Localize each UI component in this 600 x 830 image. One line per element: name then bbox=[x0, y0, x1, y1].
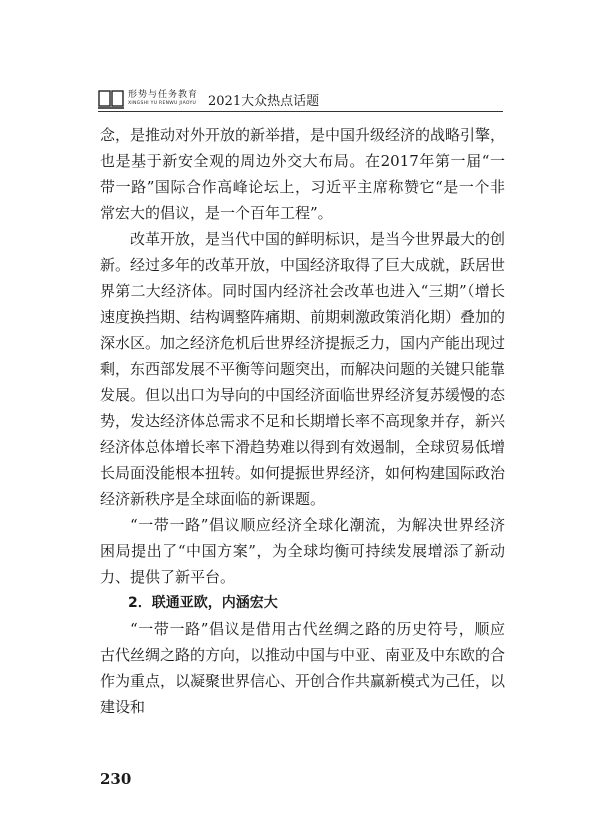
paragraph: 念，是推动对外开放的新举措，是中国升级经济的战略引擎，也是基于新安全观的周边外交大布局。在2017年第一届“一带一路”国际合作高峰论坛上，习近平主席称赞它“是一个非常宏大的倡议，是一个百年工程”。 bbox=[100, 126, 506, 222]
page-number: 230 bbox=[100, 770, 132, 788]
header-title: 2021大众热点话题 bbox=[208, 93, 320, 109]
page-header bbox=[98, 88, 319, 110]
logo-subtitle: XINGSHI YU RENWU JIAOYU bbox=[128, 101, 197, 107]
paragraph: “一带一路”倡议顺应经济全球化潮流，为解决世界经济困局提出了“中国方案”，为全球均衡可持续发展增添了新动力、提供了新平台。 bbox=[100, 516, 505, 586]
section-heading: 2．联通亚欧，内涵宏大 bbox=[128, 595, 278, 611]
page-body bbox=[100, 122, 505, 720]
logo bbox=[98, 89, 198, 109]
book-icon bbox=[98, 89, 124, 109]
header-divider bbox=[98, 111, 503, 112]
logo-title: 形势与任务教育 bbox=[128, 90, 199, 101]
paragraph: “一带一路”倡议是借用古代丝绸之路的历史符号，顺应古代丝绸之路的方向，以推动中国与中亚、南亚及中东欧的合作为重点，以凝聚世界信心、开创合作共赢新模式为己任，以建设和 bbox=[100, 620, 506, 716]
paragraph: 改革开放，是当代中国的鲜明标识，是当今世界最大的创新。经过多年的改革开放，中国经济取得了巨大成就，跃居世界第二大经济体。同时国内经济社会改革也进入“三期”（增长速度换挡期、结构调整阵痛期、前期刺激政策消化期）叠加的深水区。加之经济危机后世界经济提振乏力，国内产能出现过剩，东西部发展不平衡等问题突出，而解决问题的关键只能靠发展。但以出口为导向的中国经济面临世界经济复苏缓慢的态势，发达经济体总需求不足和长期增长率不高现象并存，新兴经济体总体增长率下滑趋势难以得到有效遏制，全球贸易低增长局面没能根本扭转。如何提振世界经济，如何构建国际政治经济新秩序是全球面临的新课题。 bbox=[100, 230, 506, 508]
